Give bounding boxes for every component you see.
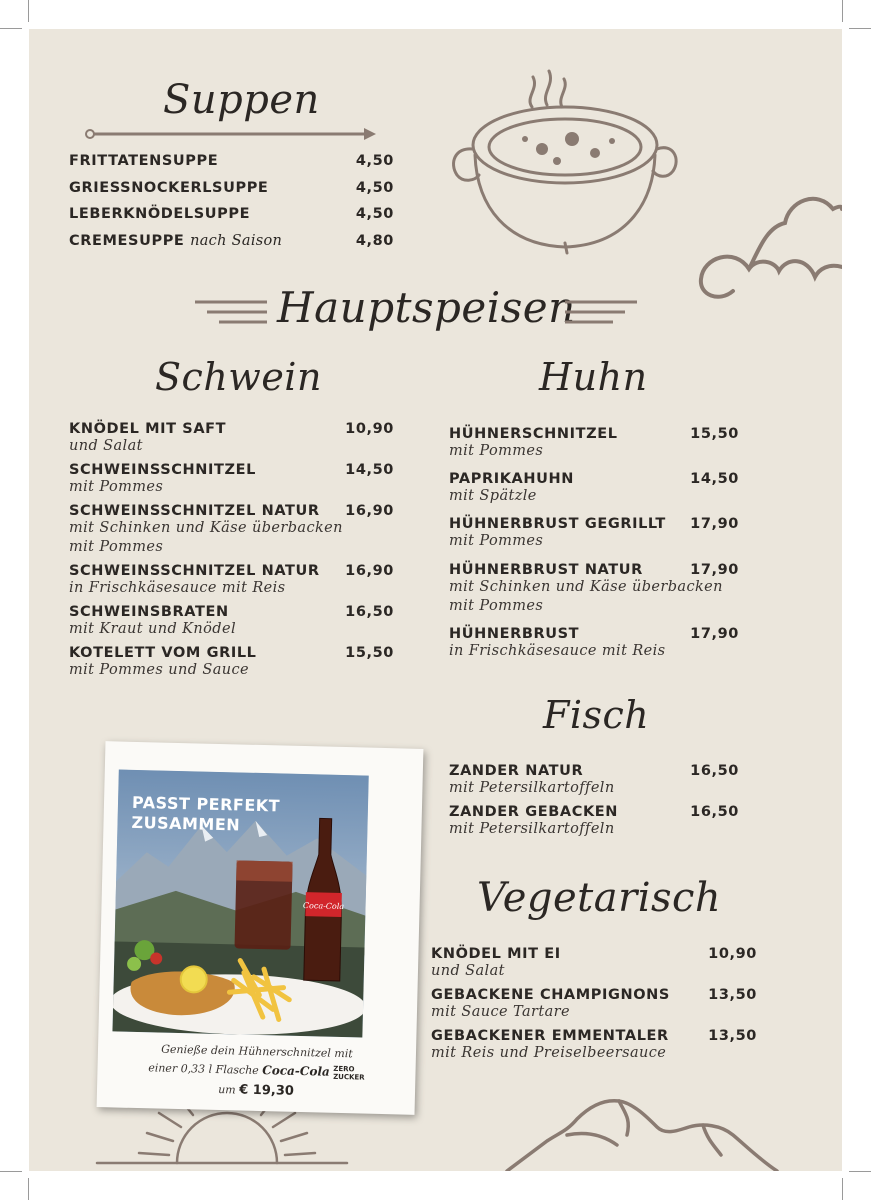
dish-description: und Salat xyxy=(431,963,505,979)
list-item xyxy=(69,153,394,169)
dish-price: 16,90 xyxy=(345,563,394,579)
title-flourish-left xyxy=(195,299,275,329)
promo-bottle-logo: Coca-Cola xyxy=(302,901,345,912)
dish-price: 16,50 xyxy=(345,604,394,620)
dish-description: mit Reis und Preiselbeersauce xyxy=(431,1045,667,1061)
promo-line-2-text: einer 0,33 l Flasche xyxy=(148,1061,259,1078)
list-item xyxy=(69,503,394,557)
dish-price: 10,90 xyxy=(345,421,394,437)
dish-price: 16,90 xyxy=(345,503,394,519)
dish-name: GEBACKENER EMMENTALER xyxy=(431,1028,669,1044)
dish-description: mit Pommes xyxy=(69,479,164,495)
dish-name: SCHWEINSSCHNITZEL NATUR xyxy=(69,563,320,579)
dish-name: HÜHNERBRUST NATUR xyxy=(449,562,643,578)
list-item xyxy=(69,180,394,196)
dish-name: KOTELETT VOM GRILL xyxy=(69,645,257,661)
crop-mark xyxy=(28,0,29,22)
section-title-huhn: Huhn xyxy=(539,355,648,399)
dish-name: SCHWEINSBRATEN xyxy=(69,604,229,620)
dish-price: 4,50 xyxy=(355,180,394,196)
dish-description: mit Pommes und Sauce xyxy=(69,662,250,678)
dish-price: 16,50 xyxy=(690,804,739,820)
list-item xyxy=(69,645,394,680)
dish-description: mit Petersilkartoffeln xyxy=(449,780,615,796)
dish-suffix: nach Saison xyxy=(190,233,283,249)
dish-name: SCHWEINSSCHNITZEL xyxy=(69,462,256,478)
dish-price: 4,80 xyxy=(355,233,394,249)
crop-mark xyxy=(0,28,22,29)
section-title-suppen: Suppen xyxy=(163,77,320,123)
brand-zero-zucker xyxy=(333,1065,365,1082)
coca-cola-logo: Coca-Cola xyxy=(262,1063,330,1079)
promo-photo xyxy=(112,770,368,1038)
promo-card xyxy=(97,741,424,1115)
crop-mark xyxy=(849,28,871,29)
dish-name: HÜHNERSCHNITZEL xyxy=(449,426,618,442)
section-title-vegetarisch: Vegetarisch xyxy=(477,875,722,921)
list-item xyxy=(449,562,739,616)
list-item xyxy=(69,563,394,598)
soup-pot-icon xyxy=(447,67,667,257)
dish-price: 16,50 xyxy=(690,763,739,779)
promo-price: € 19,30 xyxy=(239,1082,295,1099)
promo-illustration xyxy=(112,770,368,1038)
dish-description: mit Pommes xyxy=(449,443,544,459)
list-item xyxy=(449,763,739,798)
dish-description: mit Spätzle xyxy=(449,488,537,504)
menu-page xyxy=(29,29,842,1171)
brand-zucker: ZUCKER xyxy=(333,1072,365,1082)
dish-price: 15,50 xyxy=(345,645,394,661)
promo-line-1: Genieße dein Hühnerschnitzel mit xyxy=(161,1042,353,1061)
dish-price: 13,50 xyxy=(708,987,757,1003)
promo-price-prefix: um xyxy=(218,1083,236,1097)
dish-name: KNÖDEL MIT SAFT xyxy=(69,421,227,437)
dish-description: mit Schinken und Käse überbacken xyxy=(69,520,343,536)
arrow-divider xyxy=(84,127,384,141)
dish-name: FRITTATENSUPPE xyxy=(69,153,219,169)
crop-mark xyxy=(842,0,843,22)
dish-description: mit Sauce Tartare xyxy=(431,1004,570,1020)
dish-name: GEBACKENE CHAMPIGNONS xyxy=(431,987,670,1003)
cloud-icon xyxy=(697,187,842,302)
dish-price: 17,90 xyxy=(690,562,739,578)
list-item xyxy=(69,462,394,497)
dish-name: SCHWEINSSCHNITZEL NATUR xyxy=(69,503,320,519)
promo-price-line xyxy=(97,1079,415,1102)
list-item xyxy=(69,206,394,222)
section-title-schwein: Schwein xyxy=(155,355,322,399)
list-item xyxy=(449,804,739,839)
list-item xyxy=(431,1028,757,1063)
dish-price: 4,50 xyxy=(355,206,394,222)
dish-price: 4,50 xyxy=(355,153,394,169)
list-item xyxy=(69,604,394,639)
dish-description: mit Kraut und Knödel xyxy=(69,621,236,637)
dish-name: HÜHNERBRUST GEGRILLT xyxy=(449,516,666,532)
dish-name: PAPRIKAHUHN xyxy=(449,471,574,487)
dish-description: mit Schinken und Käse überbacken xyxy=(449,579,723,595)
list-item xyxy=(431,987,757,1022)
list-item xyxy=(69,421,394,456)
crop-mark xyxy=(0,1171,22,1172)
dish-price: 13,50 xyxy=(708,1028,757,1044)
list-item xyxy=(431,946,757,981)
dish-description: in Frischkäsesauce mit Reis xyxy=(449,643,666,659)
dish-price: 14,50 xyxy=(690,471,739,487)
dish-description: mit Pommes xyxy=(69,539,164,555)
dish-name: KNÖDEL MIT EI xyxy=(431,946,561,962)
promo-headline-line-1: PASST PERFEKT xyxy=(131,792,281,816)
list-item xyxy=(449,516,739,551)
dish-description: mit Pommes xyxy=(449,598,544,614)
crop-mark xyxy=(849,1171,871,1172)
section-title-fisch: Fisch xyxy=(543,693,650,737)
list-item xyxy=(449,626,739,661)
dish-name: GRIESSNOCKERLSUPPE xyxy=(69,180,269,196)
dish-price: 15,50 xyxy=(690,426,739,442)
dish-price: 17,90 xyxy=(690,626,739,642)
section-title-hauptspeisen: Hauptspeisen xyxy=(277,283,576,332)
mountain-icon xyxy=(507,1095,807,1171)
dish-name: ZANDER GEBACKEN xyxy=(449,804,619,820)
dish-description: mit Pommes xyxy=(449,533,544,549)
dish-description: und Salat xyxy=(69,438,143,454)
dish-price: 14,50 xyxy=(345,462,394,478)
brand-zero: ZERO xyxy=(333,1064,355,1074)
dish-name: ZANDER NATUR xyxy=(449,763,584,779)
crop-mark xyxy=(28,1178,29,1200)
list-item xyxy=(449,426,739,461)
list-item xyxy=(449,471,739,506)
dish-description: in Frischkäsesauce mit Reis xyxy=(69,580,286,596)
dish-name: CREMESUPPE xyxy=(69,233,185,249)
dish-description: mit Petersilkartoffeln xyxy=(449,821,615,837)
promo-headline-line-2: ZUSAMMEN xyxy=(131,812,241,835)
dish-price: 10,90 xyxy=(708,946,757,962)
crop-mark xyxy=(842,1178,843,1200)
list-item xyxy=(69,233,394,249)
dish-name: LEBERKNÖDELSUPPE xyxy=(69,206,251,222)
dish-name: HÜHNERBRUST xyxy=(449,626,580,642)
title-flourish-right xyxy=(565,299,645,329)
dish-price: 17,90 xyxy=(690,516,739,532)
